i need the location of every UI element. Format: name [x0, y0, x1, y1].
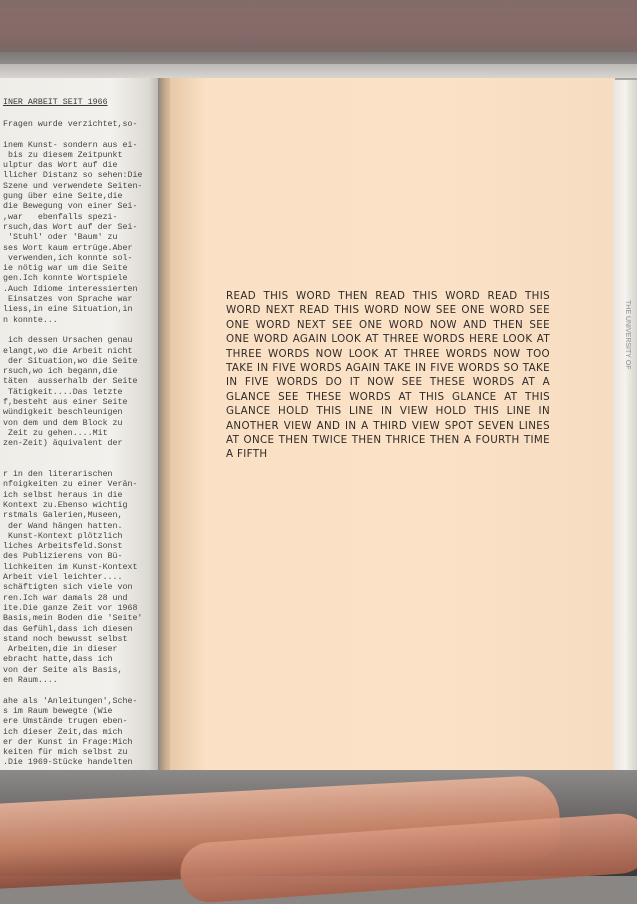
left-page-text	[3, 120, 159, 769]
left-page-line: Zeit zu gehen....Mit	[3, 428, 108, 438]
left-page-line: ite.Die ganze Zeit vor 1968	[3, 603, 138, 613]
left-page-line: rstmals Galerien,Museen,	[3, 511, 123, 521]
left-page-line: keiten für mich selbst zu	[3, 748, 128, 758]
left-page-line: elangt,wo die Arbeit nicht	[3, 346, 133, 356]
book-top-edge	[0, 64, 637, 78]
left-page-line: er der Kunst in Frage:Mich	[3, 737, 133, 747]
left-page-line: ,war ebenfalls spezi-	[3, 212, 118, 222]
left-page-line: von der Seite als Basis,	[3, 665, 123, 675]
left-page-line: von dem und dem Block zu	[3, 418, 123, 428]
left-page-line: wündigkeit beschleunigen	[3, 408, 123, 418]
concrete-poem-text: READ THIS WORD THEN READ THIS WORD READ THIS WORD NEXT READ THIS WORD NOW SEE ONE WORD SEE ONE WORD NEXT SEE ONE WORD NOW AND THEN SEE ONE WORD AGAIN LOOK AT THREE WORDS HERE LOOK AT THREE WORDS NOW LOOK AT THREE WORDS NOW TOO TAKE IN FIVE WORDS AGAIN TAKE IN FIVE WORDS SO TAKE IN FIVE WORDS DO IT NOW SEE THESE WORDS AT A GLANCE SEE THESE WORDS AT THIS GLANCE AT THIS GLANCE HOLD THIS LINE IN VIEW HOLD THIS LINE IN ANOTHER VIEW AND IN A THIRD VIEW SPOT SEVEN LINES AT ONCE THEN TWICE THEN THRICE THEN A FOURTH TIME A FIFTH	[226, 290, 550, 461]
library-stamp: THE UNIVERSITY OF	[624, 300, 631, 370]
left-page-line: ie nötig war um die Seite	[3, 264, 128, 274]
left-page-line: die Bewegung von einer Sei-	[3, 202, 138, 212]
left-page-line: gung über eine Seite,die	[3, 192, 123, 202]
left-page-line: Szene und verwendete Seiten-	[3, 181, 143, 191]
left-page-line: ulptur das Wort auf die	[3, 161, 118, 171]
left-page-line: .Auch Idiome interessierten	[3, 284, 138, 294]
left-page-line: n konnte...	[3, 315, 58, 325]
left-page-line: ren.Ich war damals 28 und	[3, 593, 128, 603]
left-page-line: ebracht hatte,dass ich	[3, 655, 113, 665]
left-page-line: Einsatzes von Sprache war	[3, 295, 133, 305]
left-page-line: ahe als 'Anleitungen',Sche-	[3, 696, 138, 706]
left-page-line: Kontext zu.Ebenso wichtig	[3, 500, 128, 510]
left-page-line: llicher Distanz so sehen:Die	[3, 171, 143, 181]
left-page-line: Kunst-Kontext plötzlich	[3, 531, 123, 541]
left-page-line: ere Umstände trugen eben-	[3, 717, 128, 727]
left-page-line: der Situation,wo die Seite	[3, 356, 138, 366]
left-page-line: täten ausserhalb der Seite	[3, 377, 138, 387]
left-page-line: schäftigten sich viele von	[3, 583, 133, 593]
left-page	[0, 78, 160, 772]
left-page-line: lichkeiten im Kunst-Kontext	[3, 562, 138, 572]
left-page-line: nfoigkeiten zu einer Verän-	[3, 480, 138, 490]
background-card	[0, 0, 637, 52]
left-page-line: des Publizierens von Bü-	[3, 552, 123, 562]
left-page-line: stand noch bewusst selbst	[3, 634, 128, 644]
left-page-line: Arbeit viel leichter....	[3, 573, 123, 583]
left-page-line: liess,in eine Situation,in	[3, 305, 133, 315]
left-page-line: s im Raum bewegte (Wie	[3, 706, 113, 716]
left-page-line: gen.Ich konnte Wortspiele	[3, 274, 128, 284]
left-page-line: f,besteht aus einer Seite	[3, 398, 128, 408]
left-page-header: INER ARBEIT SEIT 1966	[3, 98, 108, 107]
left-page-line: ich dessen Ursachen genau	[3, 336, 133, 346]
left-page-line: inem Kunst- sondern aus ei-	[3, 140, 138, 150]
left-page-line: Arbeiten,die in dieser	[3, 645, 118, 655]
left-page-line: Tätigkeit....Das letzte	[3, 387, 123, 397]
left-page-line: rsuch,wo ich begann,die	[3, 367, 118, 377]
left-page-line: rsuch,das Wort auf der Sei-	[3, 222, 138, 232]
left-page-line: 'Stuhl' oder 'Baum' zu	[3, 233, 118, 243]
left-page-line: .Die 1969-Stücke handelten	[3, 758, 133, 768]
left-page-line: ses Wort kaum ertrüge.Aber	[3, 243, 133, 253]
left-page-line: ich selbst heraus in die	[3, 490, 123, 500]
left-page-line: bis zu diesem Zeitpunkt	[3, 150, 123, 160]
left-page-line: zen-Zeit) äquivalent der	[3, 439, 123, 449]
left-page-line: ich dieser Zeit,das mich	[3, 727, 123, 737]
left-page-line: das Gefühl,dass ich diesen	[3, 624, 133, 634]
left-page-line: en Raum....	[3, 676, 58, 686]
left-page-line: r in den literarischen	[3, 470, 113, 480]
left-page-line: der Wand hängen hatten.	[3, 521, 123, 531]
left-page-line: verwenden,ich konnte sol-	[3, 253, 133, 263]
left-page-line: Fragen wurde verzichtet,so-	[3, 120, 138, 129]
left-page-line: liches Arbeitsfeld.Sonst	[3, 542, 123, 552]
left-page-line: Basis,mein Boden die 'Seite'	[3, 614, 143, 624]
